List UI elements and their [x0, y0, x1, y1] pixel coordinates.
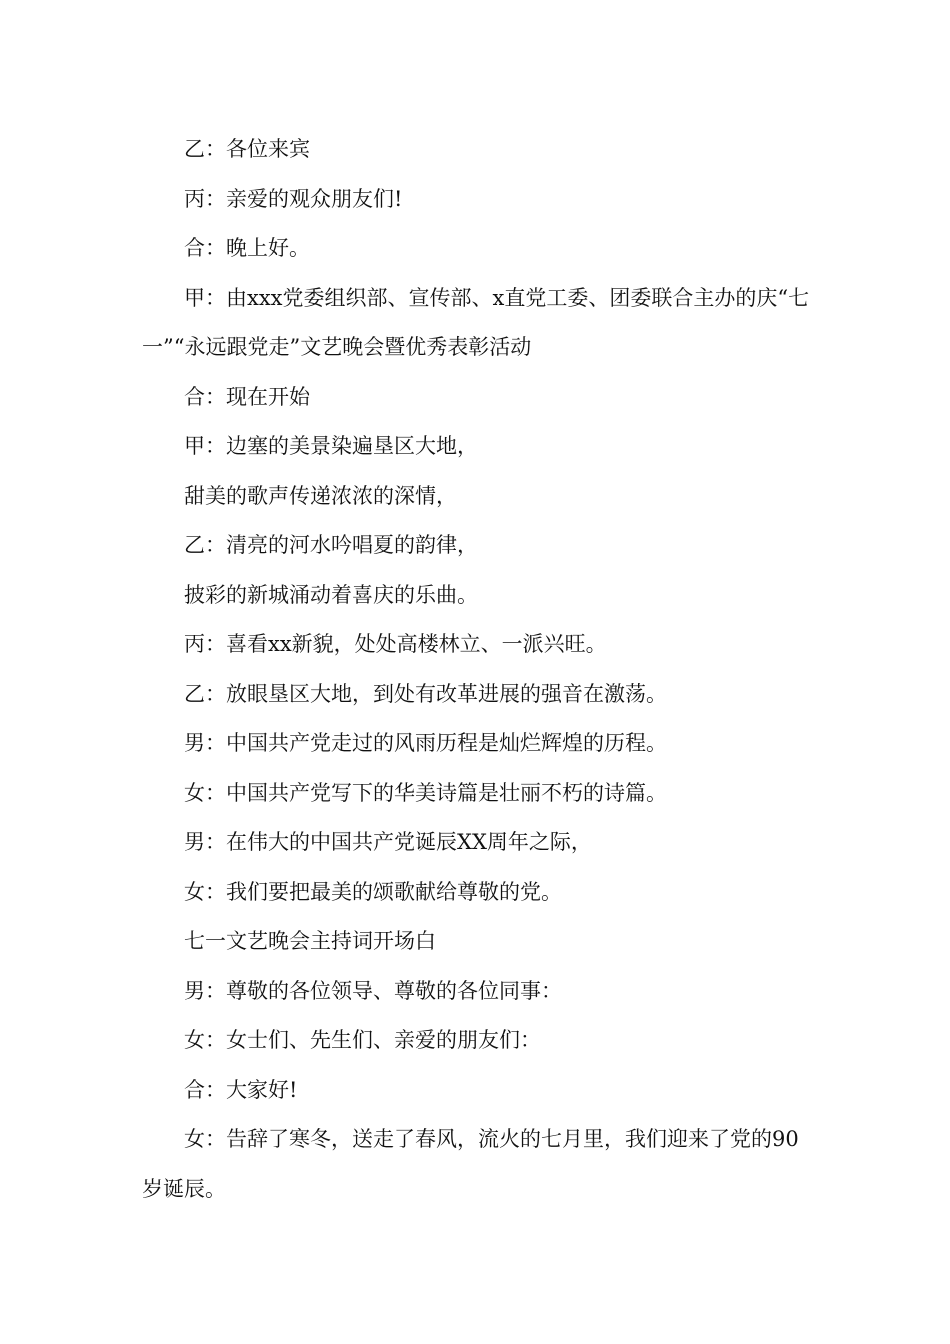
paragraph: 丙：亲爱的观众朋友们! [184, 186, 403, 211]
document-body [142, 125, 810, 1214]
paragraph: 女：女士们、先生们、亲爱的朋友们： [184, 1028, 541, 1052]
paragraph: 男：在伟大的中国共产党诞辰XX周年之际， [184, 830, 592, 854]
paragraph: 丙：喜看xx新貌，处处高楼林立、一派兴旺。 [184, 632, 607, 656]
paragraph: 合：晚上好。 [184, 236, 310, 260]
paragraph: 合：现在开始 [184, 384, 310, 409]
paragraph: 甲：由xxx党委组织部、宣传部、x直党工委、团委联合主办的庆“七一”“永远跟党走”文艺晚会暨优秀表彰活动 [142, 285, 810, 359]
paragraph: 男：中国共产党走过的风雨历程是灿烂辉煌的历程。 [184, 731, 667, 755]
paragraph: 男：尊敬的各位领导、尊敬的各位同事： [184, 978, 562, 1003]
paragraph: 甜美的歌声传递浓浓的深情， [184, 483, 457, 508]
paragraph: 女：告辞了寒冬，送走了春风，流火的七月里，我们迎来了党的90岁诞辰。 [142, 1127, 799, 1201]
paragraph: 乙：各位来宾 [184, 137, 310, 161]
paragraph: 乙：放眼垦区大地，到处有改革进展的强音在激荡。 [184, 681, 667, 706]
section-heading: 七一文艺晚会主持词开场白 [184, 929, 436, 953]
paragraph: 合：大家好! [184, 1077, 298, 1102]
paragraph: 乙：清亮的河水吟唱夏的韵律， [184, 533, 478, 557]
paragraph: 披彩的新城涌动着喜庆的乐曲。 [184, 582, 478, 607]
paragraph: 甲：边塞的美景染遍垦区大地， [184, 434, 478, 458]
paragraph: 女：中国共产党写下的华美诗篇是壮丽不朽的诗篇。 [184, 780, 667, 805]
paragraph: 女：我们要把最美的颂歌献给尊敬的党。 [184, 879, 562, 904]
